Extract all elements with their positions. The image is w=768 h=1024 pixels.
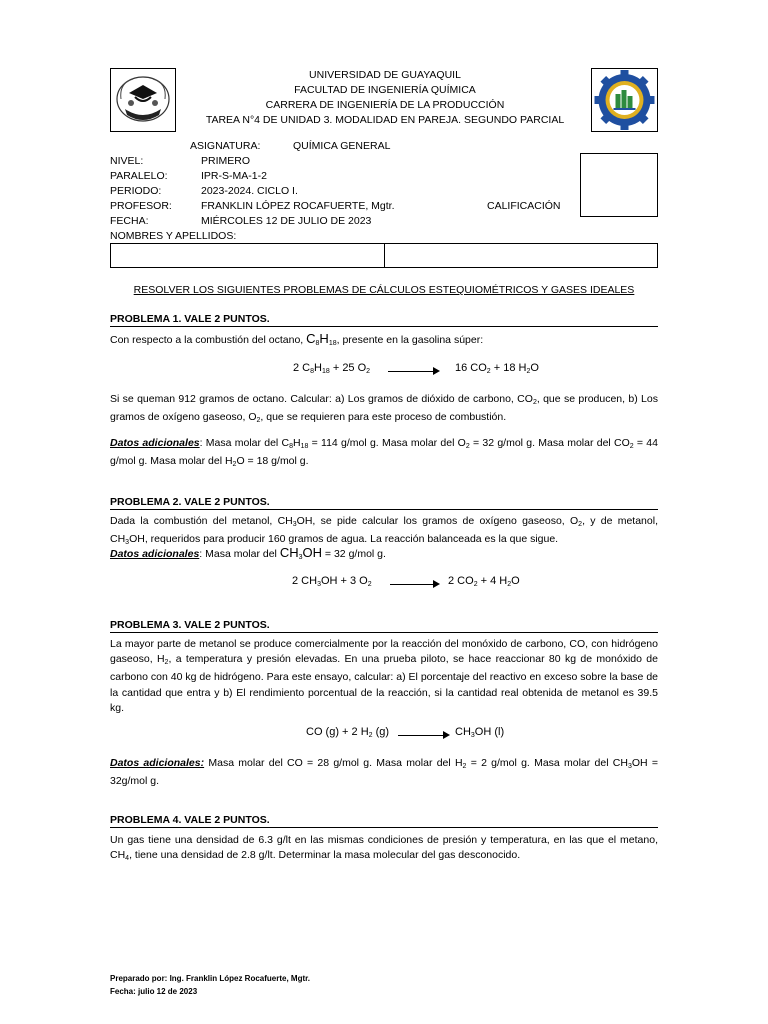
- problem-2-title: PROBLEMA 2. VALE 2 PUNTOS.: [110, 496, 658, 510]
- nivel-label: NIVEL:: [110, 155, 144, 167]
- instruction-heading: RESOLVER LOS SIGUIENTES PROBLEMAS DE CÁLCULOS ESTEQUIOMÉTRICOS Y GASES IDEALES: [133, 284, 635, 296]
- problem-1-equation-products: 16 $CO_2 + 18$ $H_2O$: [455, 362, 539, 375]
- problem-1-datos: Datos adicionales: Masa molar del $C_8H_{18} = 114$ g/mol g. Masa molar del $O_2 = 32$ g/mol g. Masa molar del $CO_2 = 44$ g/mol g. Masa molar del $H_2O = 18$ g/mol g.: [110, 437, 658, 469]
- problem-3-equation-reactants: CO (g) + 2 $H_2$ (g): [306, 726, 390, 739]
- paralelo-value: IPR-S-MA-1-2: [201, 170, 267, 182]
- gear-seal-logo: [591, 68, 658, 132]
- university-crest-logo: [110, 68, 176, 132]
- problem-2-datos: Datos adicionales: Masa molar del $CH_3OH = 32$ g/mol g.: [110, 545, 386, 561]
- problem-2-body: Dada la combustión del metanol, $CH_3OH$, se pide calcular los gramos de oxígeno gaseoso, $O_2$, y de metanol, $CH_3OH$, requeridos para producir 160 gramos de agua. La reacción balanceada es la que sigue.: [110, 515, 658, 547]
- asignatura-label: ASIGNATURA:: [190, 140, 261, 152]
- nivel-value: PRIMERO: [201, 155, 251, 167]
- paralelo-label: PARALELO:: [110, 170, 168, 182]
- problem-3-title: PROBLEMA 3. VALE 2 PUNTOS.: [110, 619, 658, 633]
- grade-box[interactable]: [580, 153, 658, 217]
- profesor-label: PROFESOR:: [110, 200, 172, 212]
- problem-3-body: La mayor parte de metanol se produce comercialmente por la reacción del monóxido de carbono, CO, con hidrógeno gaseoso, $H_2$, a temperatura y presión elevadas. En una prueba piloto, se hace reaccionar 80 kg de monóxido de carbono con 40 kg de hidrógeno. Para este ensayo, calcular: a) El porcentaje del reactivo en exceso sobre la base de la cantidad que entra y b) El rendimiento porcentual de la reacción, si la cantidad real obtenida de metanol es 39.5 kg.: [110, 638, 658, 714]
- footer-prepared-by: Preparado por: Ing. Franklin López Rocafuerte, Mgtr.: [110, 974, 311, 983]
- periodo-label: PERIODO:: [110, 185, 162, 197]
- career-name: CARRERA DE INGENIERÍA DE LA PRODUCCIÓN: [265, 99, 505, 111]
- student-name-field-1[interactable]: [110, 243, 385, 268]
- problem-2-equation-reactants: 2 $CH_3OH + 3$ $O_2$: [292, 575, 372, 588]
- reaction-arrow-icon: [388, 365, 440, 377]
- university-name: UNIVERSIDAD DE GUAYAQUIL: [309, 69, 461, 81]
- reaction-arrow-icon: [390, 578, 440, 590]
- problem-3-equation-products: $CH_3OH$ (l): [455, 726, 505, 739]
- university-crest-icon: [111, 69, 175, 131]
- faculty-name: FACULTAD DE INGENIERÍA QUÍMICA: [294, 84, 476, 96]
- calificacion-label: CALIFICACIÓN: [487, 200, 561, 212]
- task-title: TAREA N°4 DE UNIDAD 3. MODALIDAD EN PAREJA. SEGUNDO PARCIAL: [205, 114, 565, 126]
- problem-3-datos: Datos adicionales: Masa molar del CO = 28 g/mol g. Masa molar del $H_2 = 2$ g/mol g. Masa molar del $CH_3OH = 32g/mol$ g.: [110, 757, 658, 788]
- problem-4-title: PROBLEMA 4. VALE 2 PUNTOS.: [110, 814, 658, 828]
- asignatura-value: QUÍMICA GENERAL: [293, 140, 391, 152]
- problem-4-body: Un gas tiene una densidad de 6.3 g/lt en las mismas condiciones de presión y temperatura, en las que el metano, $CH_4$, tiene una densidad de 2.8 g/lt. Determinar la masa molecular del gas desconocido.: [110, 834, 658, 863]
- problem-1-title: PROBLEMA 1. VALE 2 PUNTOS.: [110, 313, 658, 327]
- nombres-label: NOMBRES Y APELLIDOS:: [110, 230, 237, 242]
- gear-seal-icon: [592, 69, 657, 131]
- problem-1-body: Si se queman 912 gramos de octano. Calcular: a) Los gramos de dióxido de carbono, $CO_2$, que se producen, b) Los gramos de oxígeno gaseoso, $O_2$, que se requieren para este proceso de combustión.: [110, 393, 658, 425]
- problem-1-equation-reactants: 2 $C_8H_{18} + 25$ $O_2$: [293, 362, 371, 375]
- fecha-label: FECHA:: [110, 215, 149, 227]
- problem-2-equation-products: 2 $CO_2 + 4$ $H_2O$: [448, 575, 520, 588]
- fecha-value: MIÉRCOLES 12 DE JULIO DE 2023: [201, 215, 372, 227]
- footer-date: Fecha: julio 12 de 2023: [110, 987, 198, 996]
- periodo-value: 2023-2024. CICLO I.: [201, 185, 298, 197]
- profesor-value: FRANKLIN LÓPEZ ROCAFUERTE, Mgtr.: [201, 200, 395, 212]
- problem-1-intro: Con respecto a la combustión del octano, $C_8H_{18}$, presente en la gasolina súper:: [110, 331, 484, 347]
- student-name-field-2[interactable]: [384, 243, 658, 268]
- reaction-arrow-icon: [398, 729, 450, 741]
